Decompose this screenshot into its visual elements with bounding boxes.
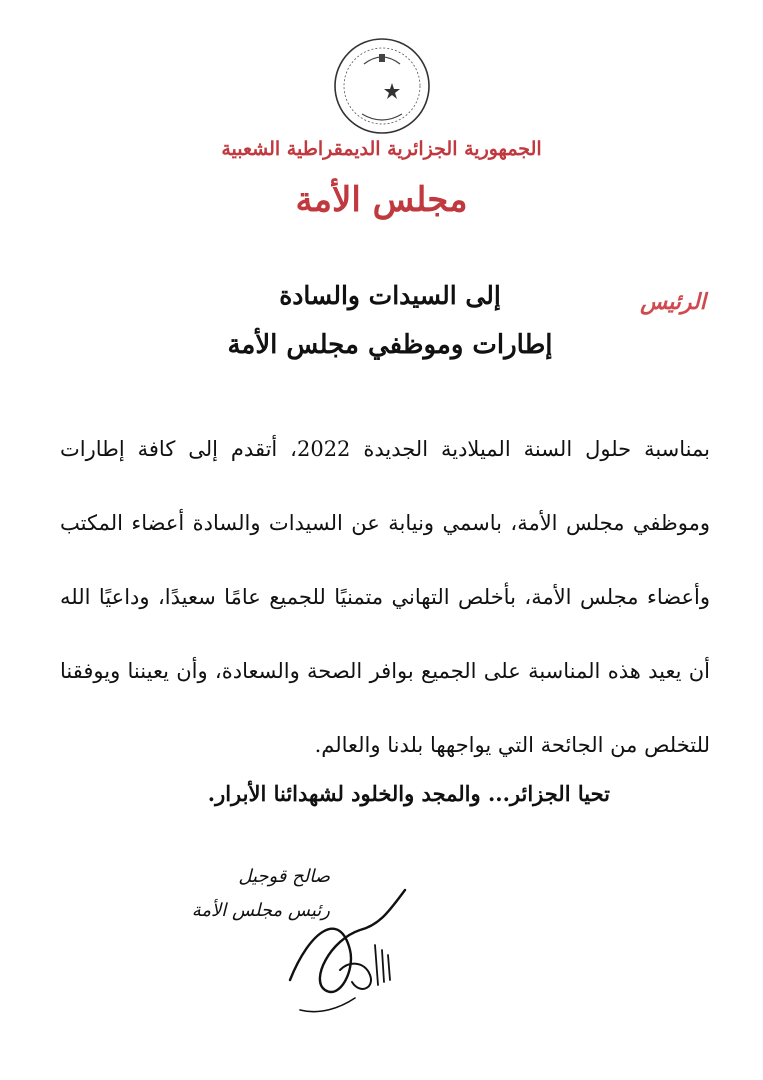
handwritten-signature-icon: [280, 870, 430, 1020]
president-stamp: الرئيس: [640, 289, 706, 315]
letter-body: [60, 412, 710, 782]
council-name: مجلس الأمة: [295, 180, 468, 220]
body-paragraph: بمناسبة حلول السنة الميلادية الجديدة 2022، أتقدم إلى كافة إطارات وموظفي مجلس الأمة، باسمي ونيابة عن السيدات والسادة أعضاء المكتب وأعضاء مجلس الأمة، بأخلص التهاني متمنيًا للجميع عامًا سعيدًا، وداعيًا الله أن يعيد هذه المناسبة على الجميع بوافر الصحة والسعادة، وأن يعيننا ويوفقنا للتخلص من الجائحة التي يواجهها بلدنا والعالم.: [60, 437, 710, 757]
signer-title: رئيس مجلس الأمة: [191, 900, 330, 921]
republic-name: الجمهورية الجزائرية الديمقراطية الشعبية: [221, 138, 542, 160]
addressee-line-1: إلى السيدات والسادة: [279, 281, 501, 310]
closing-line: تحيا الجزائر... والمجد والخلود لشهدائنا الأبرار.: [207, 781, 610, 806]
state-emblem-icon: [332, 36, 432, 136]
signer-name: صالح قوجيل: [238, 866, 330, 887]
addressee-line-2: إطارات وموظفي مجلس الأمة: [227, 330, 553, 360]
